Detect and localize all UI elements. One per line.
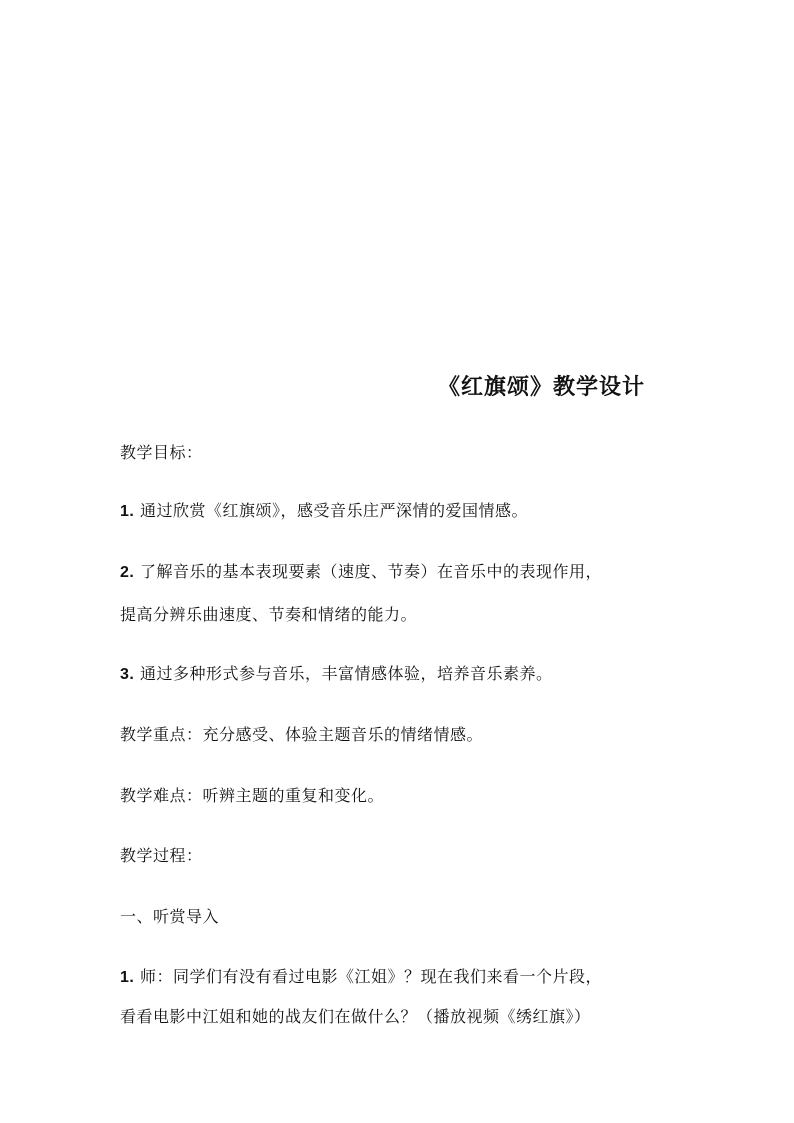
objective-1-number: 1. xyxy=(120,503,135,520)
document-title: 《红旗颂》教学设计 xyxy=(438,374,646,400)
objective-2-text-line2: 提高分辨乐曲速度、节奏和情绪的能力。 xyxy=(120,605,418,624)
key-point: 教学重点：充分感受、体验主题音乐的情绪情感。 xyxy=(120,725,484,744)
step-1-text-line2: 看看电影中江姐和她的战友们在做什么？（播放视频《绣红旗》） xyxy=(120,1007,591,1026)
step-1-number: 1. xyxy=(120,969,135,986)
difficult-point: 教学难点：听辨主题的重复和变化。 xyxy=(120,786,385,805)
objective-2-text-line1: 了解音乐的基本表现要素（速度、节奏）在音乐中的表现作用， xyxy=(139,562,602,581)
section-1-heading: 一、听赏导入 xyxy=(120,907,220,926)
step-1 xyxy=(120,964,602,987)
objective-1 xyxy=(120,498,528,521)
objective-2 xyxy=(120,559,602,582)
objective-3 xyxy=(120,661,552,684)
objective-3-number: 3. xyxy=(120,666,135,683)
objective-2-number: 2. xyxy=(120,564,135,581)
objective-3-text: 通过多种形式参与音乐，丰富情感体验，培养音乐素养。 xyxy=(139,664,553,683)
objective-1-text: 通过欣赏《红旗颂》，感受音乐庄严深情的爱国情感。 xyxy=(139,501,528,520)
step-1-text-line1: 师：同学们有没有看过电影《江姐》？现在我们来看一个片段， xyxy=(139,967,602,986)
objectives-heading: 教学目标： xyxy=(120,443,203,462)
process-heading: 教学过程： xyxy=(120,846,203,865)
